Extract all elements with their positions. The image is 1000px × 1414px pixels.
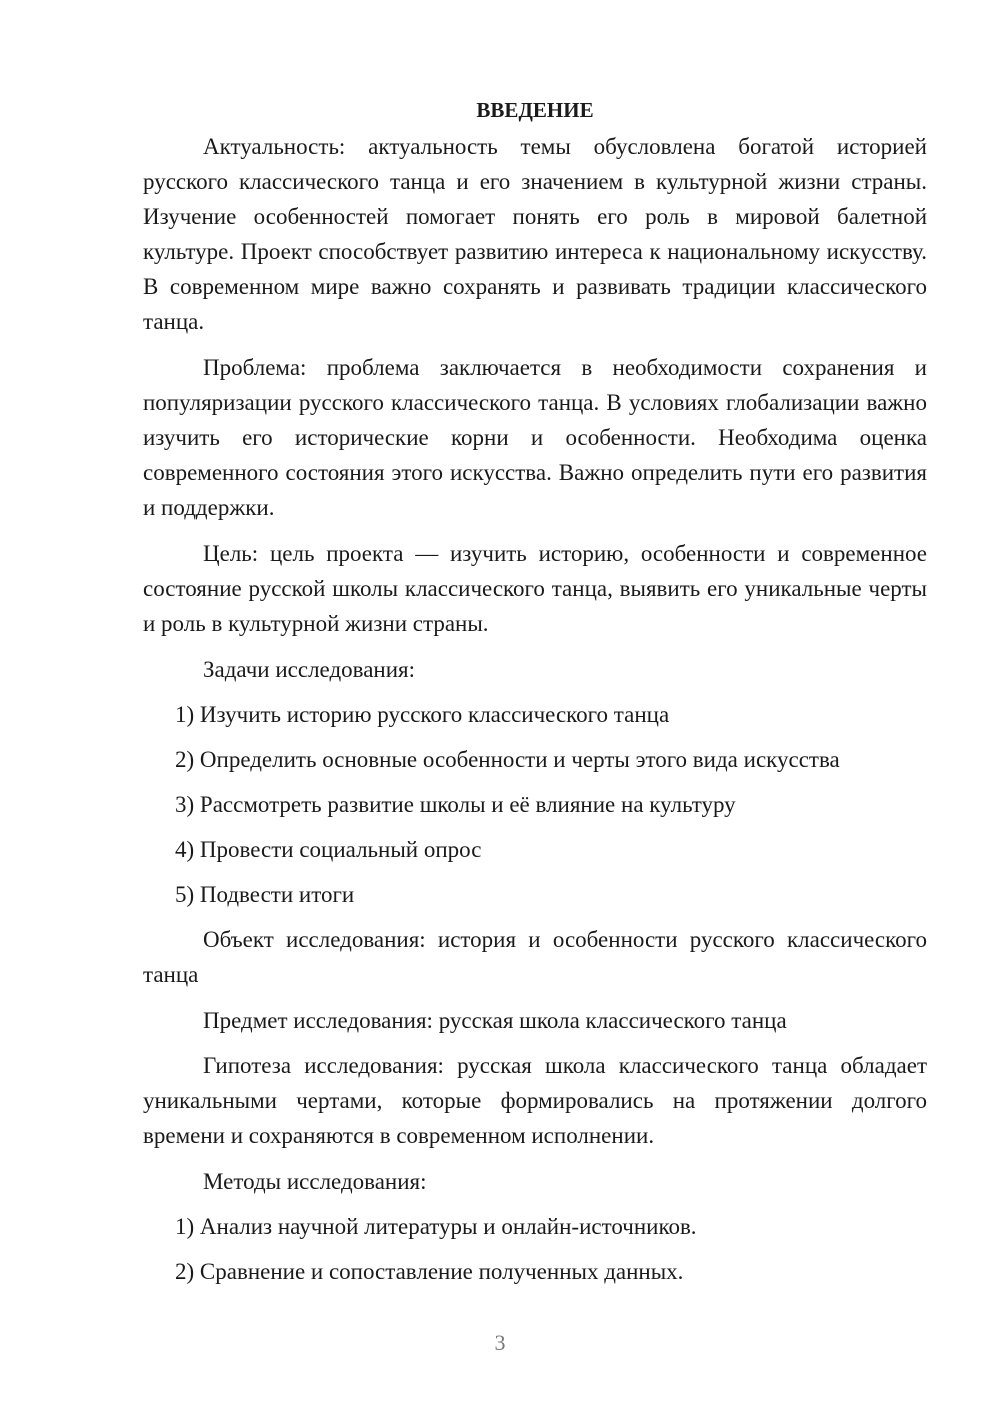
goal-paragraph: Цель: цель проекта — изучить историю, особенности и современное состояние русской школы классического танца, выявить его уникальные черты и роль в культурной жизни страны. [143, 541, 927, 636]
tasks-title: Задачи исследования: [203, 657, 416, 682]
task-item: 1) Изучить историю русского классического танца [175, 702, 670, 727]
task-item: 4) Провести социальный опрос [175, 837, 482, 862]
task-item: 2) Определить основные особенности и черты этого вида искусства [175, 747, 840, 772]
document-page [143, 92, 927, 1299]
method-item: 2) Сравнение и сопоставление полученных данных. [175, 1259, 684, 1284]
object-paragraph: Объект исследования: история и особенности русского классического танца [143, 927, 927, 987]
page-number: 3 [494, 1330, 506, 1355]
relevance-paragraph: Актуальность: актуальность темы обусловлена богатой историей русского классического танца и его значением в культурной жизни страны. Изучение особенностей помогает понять его роль в мировой балетной культуре. Проект способствует развитию интереса к национальному искусству. В современном мире важно сохранять и развивать традиции классического танца. [143, 134, 927, 334]
task-item: 5) Подвести итоги [175, 882, 355, 907]
task-item: 3) Рассмотреть развитие школы и её влияние на культуру [175, 792, 736, 817]
method-item: 1) Анализ научной литературы и онлайн-источников. [175, 1214, 697, 1239]
subject-paragraph: Предмет исследования: русская школа классического танца [203, 1008, 787, 1033]
methods-title: Методы исследования: [203, 1169, 427, 1194]
page-title: ВВЕДЕНИЕ [476, 98, 594, 122]
problem-paragraph: Проблема: проблема заключается в необходимости сохранения и популяризации русского классического танца. В условиях глобализации важно изучить его исторические корни и особенности. Необходима оценка современного состояния этого искусства. Важно определить пути его развития и поддержки. [143, 355, 927, 520]
hypothesis-paragraph: Гипотеза исследования: русская школа классического танца обладает уникальными чертами, которые формировались на протяжении долгого времени и сохраняются в современном исполнении. [143, 1053, 927, 1148]
